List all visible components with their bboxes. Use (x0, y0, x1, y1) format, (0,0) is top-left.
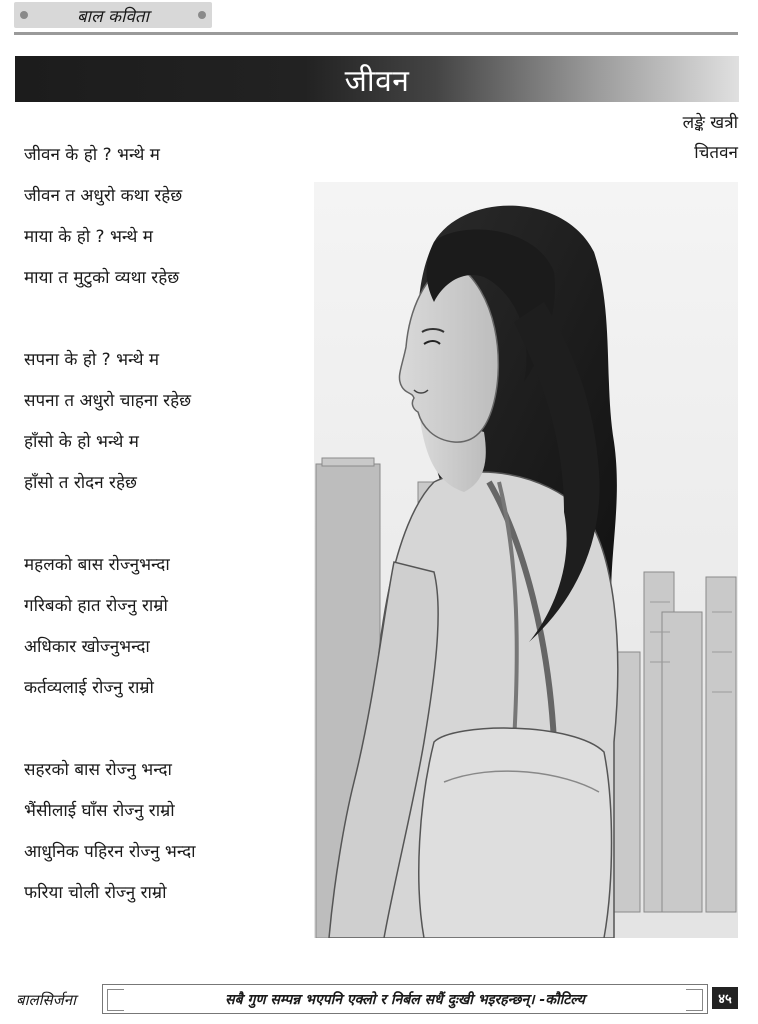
poem-line: हाँसो त रोदन रहेछ (24, 473, 137, 493)
magazine-name: बालसिर्जना (16, 991, 76, 1009)
page-number: ४५ (712, 987, 738, 1009)
stanza (24, 140, 314, 304)
poem-title: जीवन (344, 63, 410, 99)
section-tab (14, 2, 212, 28)
poem-line: जीवन त अधुरो कथा रहेछ (24, 186, 183, 206)
poem-line: जीवन के हो ? भन्थे म (24, 145, 160, 165)
girl-with-bag-illustration (314, 182, 738, 938)
poem-line: महलको बास रोज्नुभन्दा (24, 555, 170, 575)
header-rule (14, 32, 738, 35)
author-block (683, 108, 738, 168)
section-label: बाल कविता (76, 6, 150, 27)
ornament-right-icon (686, 989, 703, 1011)
poem-line: सपना त अधुरो चाहना रहेछ (24, 391, 192, 411)
stanza (24, 345, 314, 509)
title-band (15, 56, 739, 102)
poem-line: माया के हो ? भन्थे म (24, 227, 153, 247)
poem-line: आधुनिक पहिरन रोज्नु भन्दा (24, 842, 196, 862)
poem (24, 140, 314, 960)
ornament-left-icon (107, 989, 124, 1011)
stanza (24, 550, 314, 714)
stanza (24, 755, 314, 919)
poem-line: भैंसीलाई घाँस रोज्नु राम्रो (24, 801, 175, 821)
tab-dot-right (198, 11, 206, 19)
poem-line: सहरको बास रोज्नु भन्दा (24, 760, 172, 780)
author-name: लङ्के खत्री (682, 113, 738, 133)
poem-line: अधिकार खोज्नुभन्दा (24, 637, 150, 657)
poem-line: गरिबको हात रोज्नु राम्रो (24, 596, 168, 616)
illustration-svg (314, 182, 738, 938)
poem-line: फरिया चोली रोज्नु राम्रो (24, 883, 167, 903)
author-location: चितवन (694, 143, 738, 163)
poem-line: माया त मुटुको व्यथा रहेछ (24, 268, 180, 288)
poem-line: कर्तव्यलाई रोज्नु राम्रो (24, 678, 154, 698)
footer-quote: सबै गुण सम्पन्न भएपनि एक्लो र निर्बल सधैं दुःखी भइरहन्छन्। -कौटिल्य (225, 991, 585, 1008)
poem-line: सपना के हो ? भन्थे म (24, 350, 160, 370)
tab-dot-left (20, 11, 28, 19)
poem-line: हाँसो के हो भन्थे म (24, 432, 139, 452)
quote-box (102, 984, 708, 1014)
